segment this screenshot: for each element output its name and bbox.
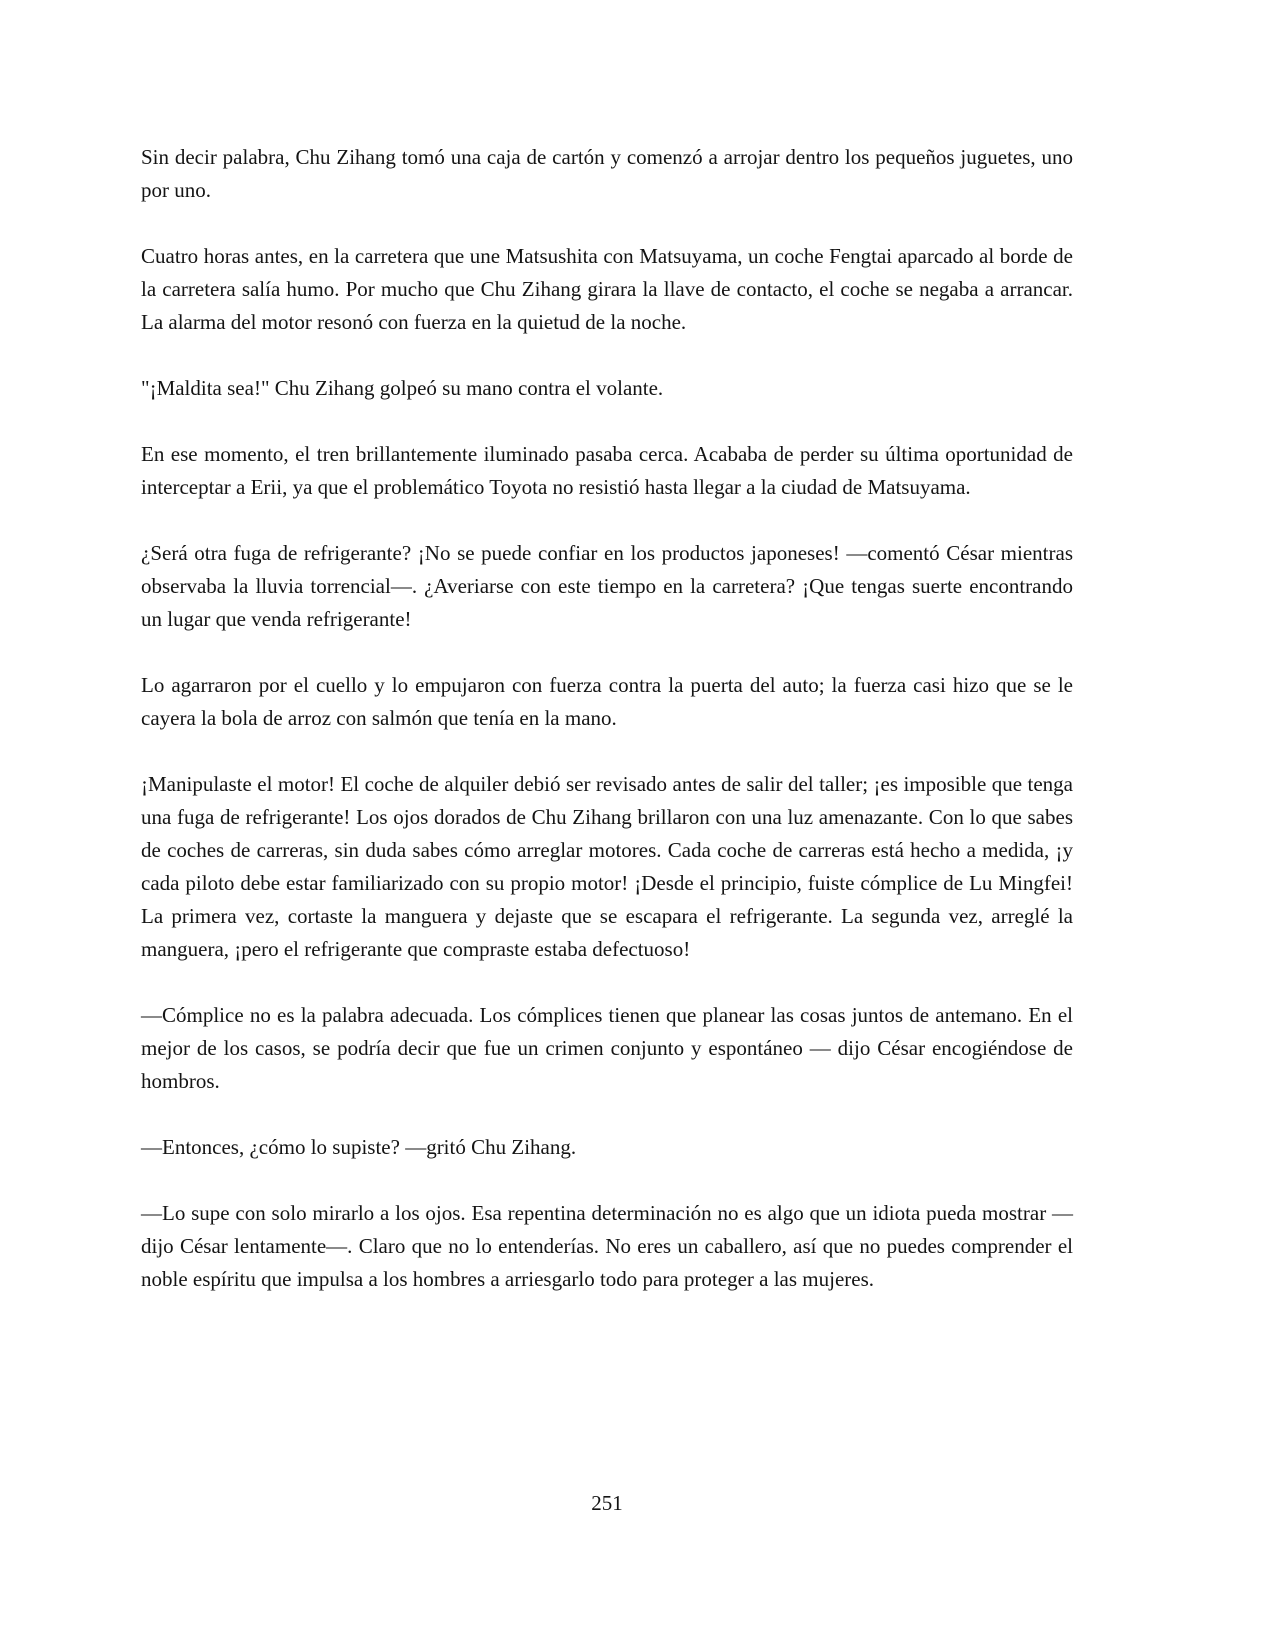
paragraph: En ese momento, el tren brillantemente iluminado pasaba cerca. Acababa de perder su última oportunidad de interceptar a Erii, ya que el problemático Toyota no resistió hasta llegar a la ciudad de Matsuyama.: [141, 442, 1073, 499]
paragraph: —Cómplice no es la palabra adecuada. Los cómplices tienen que planear las cosas juntos de antemano. En el mejor de los casos, se podría decir que fue un crimen conjunto y espontáneo — dijo César encogiéndose de hombros.: [141, 1003, 1073, 1093]
paragraph: Sin decir palabra, Chu Zihang tomó una caja de cartón y comenzó a arrojar dentro los pequeños juguetes, uno por uno.: [141, 145, 1073, 202]
paragraph: ¡Manipulaste el motor! El coche de alquiler debió ser revisado antes de salir del taller; ¡es imposible que tenga una fuga de refrigerante! Los ojos dorados de Chu Zihang brillaron con una luz amenazante. Con lo que sabes de coches de carreras, sin duda sabes cómo arreglar motores. Cada coche de carreras está hecho a medida, ¡y cada piloto debe estar familiarizado con su propio motor! ¡Desde el principio, fuiste cómplice de Lu Mingfei! La primera vez, cortaste la manguera y dejaste que se escapara el refrigerante. La segunda vez, arreglé la manguera, ¡pero el refrigerante que compraste estaba defectuoso!: [141, 772, 1073, 961]
page-number: 251: [591, 1491, 623, 1515]
paragraph: ¿Será otra fuga de refrigerante? ¡No se puede confiar en los productos japoneses! —comentó César mientras observaba la lluvia torrencial—. ¿Averiarse con este tiempo en la carretera? ¡Que tengas suerte encontrando un lugar que venda refrigerante!: [141, 541, 1073, 631]
paragraph: Lo agarraron por el cuello y lo empujaron con fuerza contra la puerta del auto; la fuerza casi hizo que se le cayera la bola de arroz con salmón que tenía en la mano.: [141, 673, 1073, 730]
paragraph: "¡Maldita sea!" Chu Zihang golpeó su mano contra el volante.: [141, 376, 664, 400]
paragraph: Cuatro horas antes, en la carretera que une Matsushita con Matsuyama, un coche Fengtai aparcado al borde de la carretera salía humo. Por mucho que Chu Zihang girara la llave de contacto, el coche se negaba a arrancar. La alarma del motor resonó con fuerza en la quietud de la noche.: [141, 244, 1073, 334]
paragraph: —Entonces, ¿cómo lo supiste? —gritó Chu Zihang.: [141, 1135, 577, 1159]
paragraph: —Lo supe con solo mirarlo a los ojos. Esa repentina determinación no es algo que un idiota pueda mostrar —dijo César lentamente—. Claro que no lo entenderías. No eres un caballero, así que no puedes comprender el noble espíritu que impulsa a los hombres a arriesgarlo todo para proteger a las mujeres.: [141, 1201, 1073, 1291]
